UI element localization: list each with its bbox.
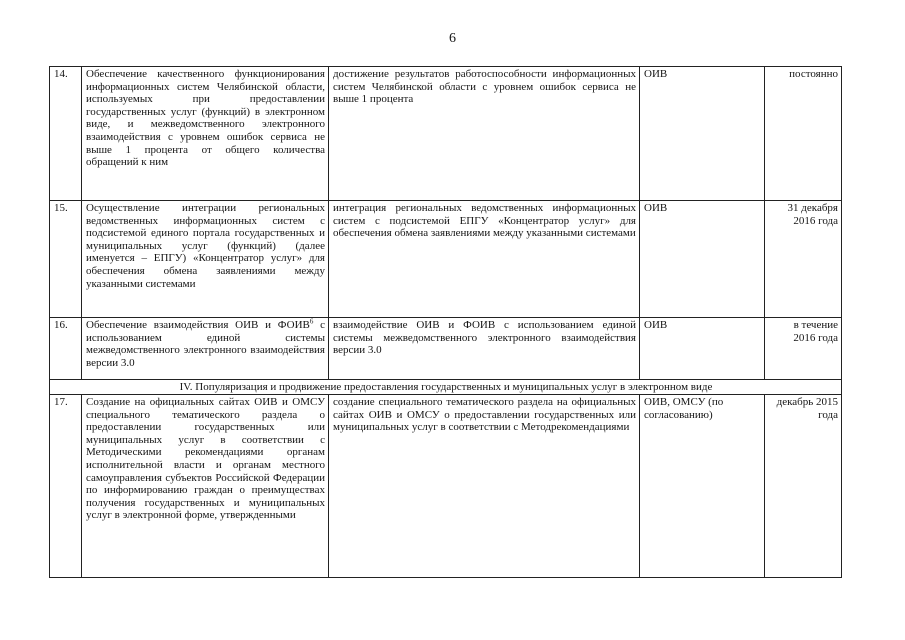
deadline-cell: в течение 2016 года: [765, 318, 842, 380]
deadline-cell: постоянно: [765, 67, 842, 201]
measure-cell: Осуществление интеграции региональных ведомственных информационных систем с подсистемой единого портала государственных и муниципальных услуг (функций) (далее именуется – ЕПГУ) «Концентратор услуг» для обеспечения обмена заявлениями между указанными системами: [82, 201, 329, 318]
deadline-cell: 31 декабря 2016 года: [765, 201, 842, 318]
page-number: 6: [449, 31, 456, 46]
row-number: 16.: [50, 318, 82, 380]
table-row: [50, 395, 842, 578]
table-row: [50, 201, 842, 318]
footnote-marker: 6: [309, 317, 314, 326]
result-cell: взаимодействие ОИВ и ФОИВ с использованием единой системы межведомственного электронного взаимодействия версии 3.0: [329, 318, 640, 380]
result-cell: достижение результатов работоспособности информационных систем Челябинской области с уровнем ошибок сервиса не выше 1 процента: [329, 67, 640, 201]
row-number: 14.: [50, 67, 82, 201]
result-cell: интеграция региональных ведомственных информационных систем с подсистемой ЕПГУ «Концентратор услуг» для обеспечения обмена заявлениями между указанными системами: [329, 201, 640, 318]
measure-text-end: с использованием единой системы межведомственного электронного взаимодействия версии 3.0: [86, 319, 326, 369]
measure-text-start: Обеспечение взаимодействия ОИВ и ФОИВ: [86, 319, 310, 331]
responsible-cell: ОИВ: [640, 201, 765, 318]
responsible-cell: ОИВ: [640, 67, 765, 201]
row-number: 17.: [50, 395, 82, 578]
measure-cell: [82, 318, 329, 380]
section-heading: IV. Популяризация и продвижение предоставления государственных и муниципальных услуг в электронном виде: [50, 380, 842, 395]
responsible-cell: ОИВ, ОМСУ (по согласованию): [640, 395, 765, 578]
measure-cell: Обеспечение качественного функционирования информационных систем Челябинской области, используемых при предоставлении государственных услуг (функций) в электронном виде, и межведомственного электронного взаимодействия с уровнем ошибок сервиса не выше 1 процента от общего количества обращений к ним: [82, 67, 329, 201]
deadline-cell: декабрь 2015 года: [765, 395, 842, 578]
action-plan-table: [49, 66, 842, 578]
table-row: [50, 67, 842, 201]
row-number: 15.: [50, 201, 82, 318]
result-cell: создание специального тематического раздела на официальных сайтах ОИВ и ОМСУ о предоставлении государственных или муниципальных услуг в соответствии с Методрекомендациями: [329, 395, 640, 578]
measure-cell: Создание на официальных сайтах ОИВ и ОМСУ специального тематического раздела о предоставлении государственных или муниципальных услуг в соответствии с Методическими рекомендациями органам исполнительной власти и органам местного самоуправления субъектов Российской Федерации по информированию граждан о преимуществах получения государственных и муниципальных услуг в электронной форме, утвержденными: [82, 395, 329, 578]
section-heading-row: [50, 380, 842, 395]
table-row: [50, 318, 842, 380]
responsible-cell: ОИВ: [640, 318, 765, 380]
